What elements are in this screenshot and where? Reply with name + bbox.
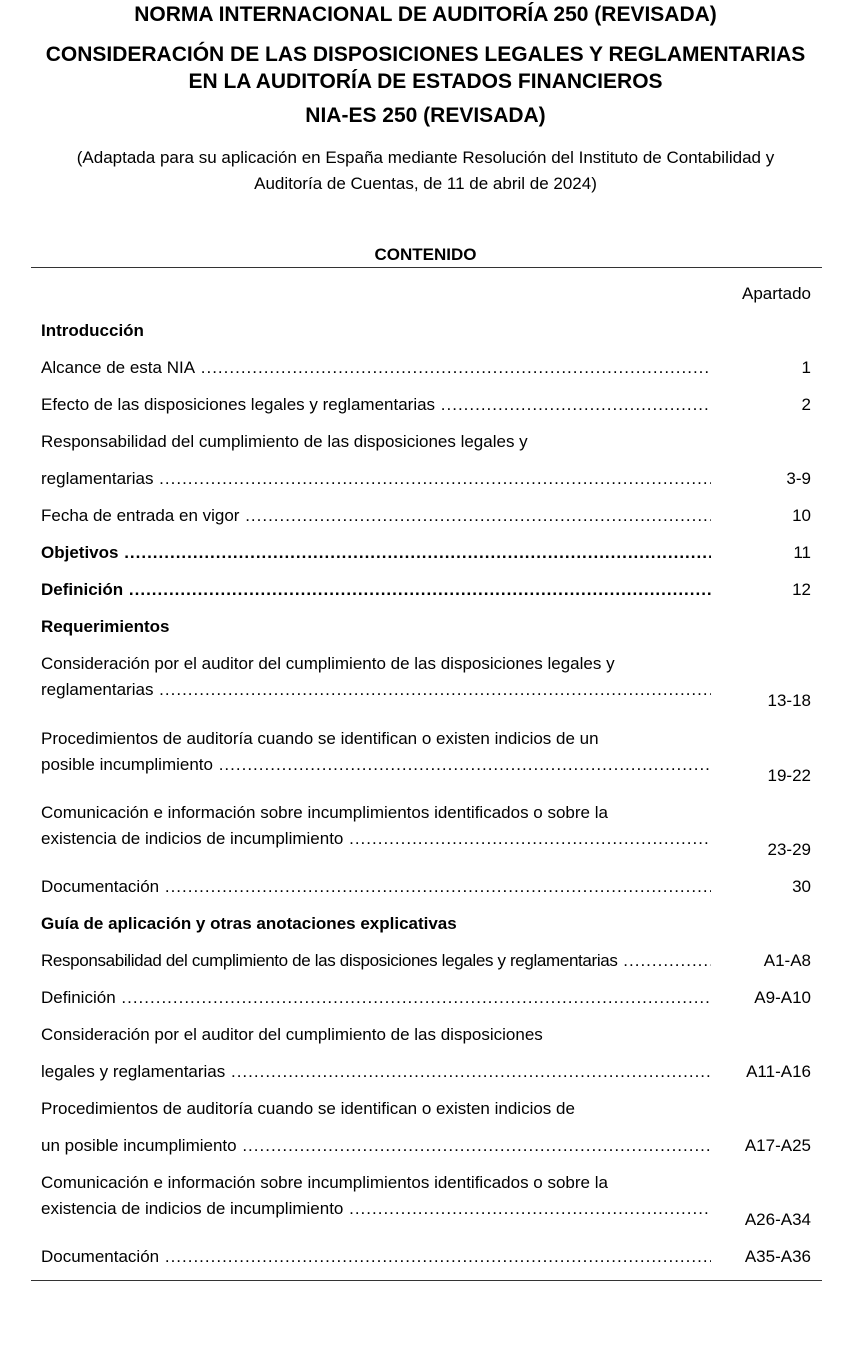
toc-num-documentacion: 30	[792, 877, 811, 896]
toc-num-procedimientos: 19-22	[767, 766, 811, 785]
adaptation-line-1: (Adaptada para su aplicación en España mediante Resolución del Instituto de Contabilidad y	[76, 148, 775, 167]
bottom-divider	[31, 1280, 822, 1281]
document-subtitle	[0, 41, 851, 95]
toc-entry-guia-definicion[interactable]: Definición .....	[41, 985, 711, 1011]
toc-entry-documentacion[interactable]: Documentación .....	[41, 874, 711, 900]
toc-entry-consideracion[interactable]: reglamentarias .....	[41, 677, 711, 703]
toc-num-guia-procedimientos: A17-A25	[744, 1136, 811, 1155]
section-guia: Guía de aplicación y otras anotaciones explicativas	[41, 914, 457, 933]
toc-entry-procedimientos-line1[interactable]: Procedimientos de auditoría cuando se identifican o existen indicios de un	[41, 729, 599, 748]
top-divider	[31, 267, 822, 268]
toc-num-guia-consideracion: A11-A16	[746, 1062, 811, 1081]
toc-num-guia-definicion: A9-A10	[754, 988, 811, 1007]
toc-entry-objetivos[interactable]: Objetivos .....	[41, 540, 711, 566]
toc-entry-guia-procedimientos-line1[interactable]: Procedimientos de auditoría cuando se identifican o existen indicios de	[41, 1099, 575, 1118]
toc-entry-guia-procedimientos[interactable]: un posible incumplimiento .....	[41, 1133, 711, 1159]
contents-heading: CONTENIDO	[374, 245, 477, 264]
toc-num-guia-documentacion: A35-A36	[744, 1247, 811, 1266]
standard-code: NIA-ES 250 (REVISADA)	[305, 104, 546, 127]
column-label: Apartado	[742, 284, 811, 303]
toc-num-consideracion: 13-18	[767, 691, 811, 710]
document-title: NORMA INTERNACIONAL DE AUDITORÍA 250 (REVISADA)	[134, 3, 717, 26]
toc-entry-consideracion-line1[interactable]: Consideración por el auditor del cumplimiento de las disposiciones legales y	[41, 654, 615, 673]
toc-num-fecha: 10	[792, 506, 811, 525]
toc-entry-comunicacion[interactable]: existencia de indicios de incumplimiento .....	[41, 826, 711, 852]
toc-entry-efecto[interactable]: Efecto de las disposiciones legales y reglamentarias .....	[41, 392, 711, 418]
subtitle-line-2: EN LA AUDITORÍA DE ESTADOS FINANCIEROS	[188, 70, 663, 93]
toc-entry-procedimientos[interactable]: posible incumplimiento .....	[41, 752, 711, 778]
toc-num-guia-comunicacion: A26-A34	[744, 1210, 811, 1229]
toc-entry-guia-comunicacion-line1[interactable]: Comunicación e información sobre incumplimientos identificados o sobre la	[41, 1173, 608, 1192]
toc-entry-definicion[interactable]: Definición .....	[41, 577, 711, 603]
toc-entry-guia-responsabilidad[interactable]: Responsabilidad del cumplimiento de las disposiciones legales y reglamentarias .....	[41, 948, 711, 974]
toc-num-alcance: 1	[801, 358, 811, 377]
toc-num-definicion: 12	[792, 580, 811, 599]
toc-entry-guia-comunicacion[interactable]: existencia de indicios de incumplimiento .....	[41, 1196, 711, 1222]
toc-num-guia-responsabilidad: A1-A8	[763, 951, 811, 970]
toc-entry-guia-documentacion[interactable]: Documentación .....	[41, 1244, 711, 1270]
toc-num-comunicacion: 23-29	[767, 840, 811, 859]
toc-entry-responsabilidad[interactable]: reglamentarias .....	[41, 466, 711, 492]
section-introduccion: Introducción	[41, 321, 144, 340]
toc-num-responsabilidad: 3-9	[786, 469, 811, 488]
toc-entry-fecha[interactable]: Fecha de entrada en vigor .....	[41, 503, 711, 529]
toc-num-efecto: 2	[801, 395, 811, 414]
toc-entry-comunicacion-line1[interactable]: Comunicación e información sobre incumplimientos identificados o sobre la	[41, 803, 608, 822]
subtitle-line-1: CONSIDERACIÓN DE LAS DISPOSICIONES LEGALES Y REGLAMENTARIAS	[45, 43, 806, 66]
section-requerimientos: Requerimientos	[41, 617, 170, 636]
adaptation-line-2: Auditoría de Cuentas, de 11 de abril de 2024)	[254, 174, 597, 193]
toc-entry-guia-consideracion-line1[interactable]: Consideración por el auditor del cumplimiento de las disposiciones	[41, 1025, 543, 1044]
toc-entry-guia-consideracion[interactable]: legales y reglamentarias .....	[41, 1059, 711, 1085]
adaptation-note	[40, 145, 811, 197]
toc-entry-responsabilidad-line1[interactable]: Responsabilidad del cumplimiento de las disposiciones legales y	[41, 432, 528, 451]
toc-num-objetivos: 11	[793, 543, 811, 562]
toc-entry-alcance[interactable]: Alcance de esta NIA .....	[41, 355, 711, 381]
